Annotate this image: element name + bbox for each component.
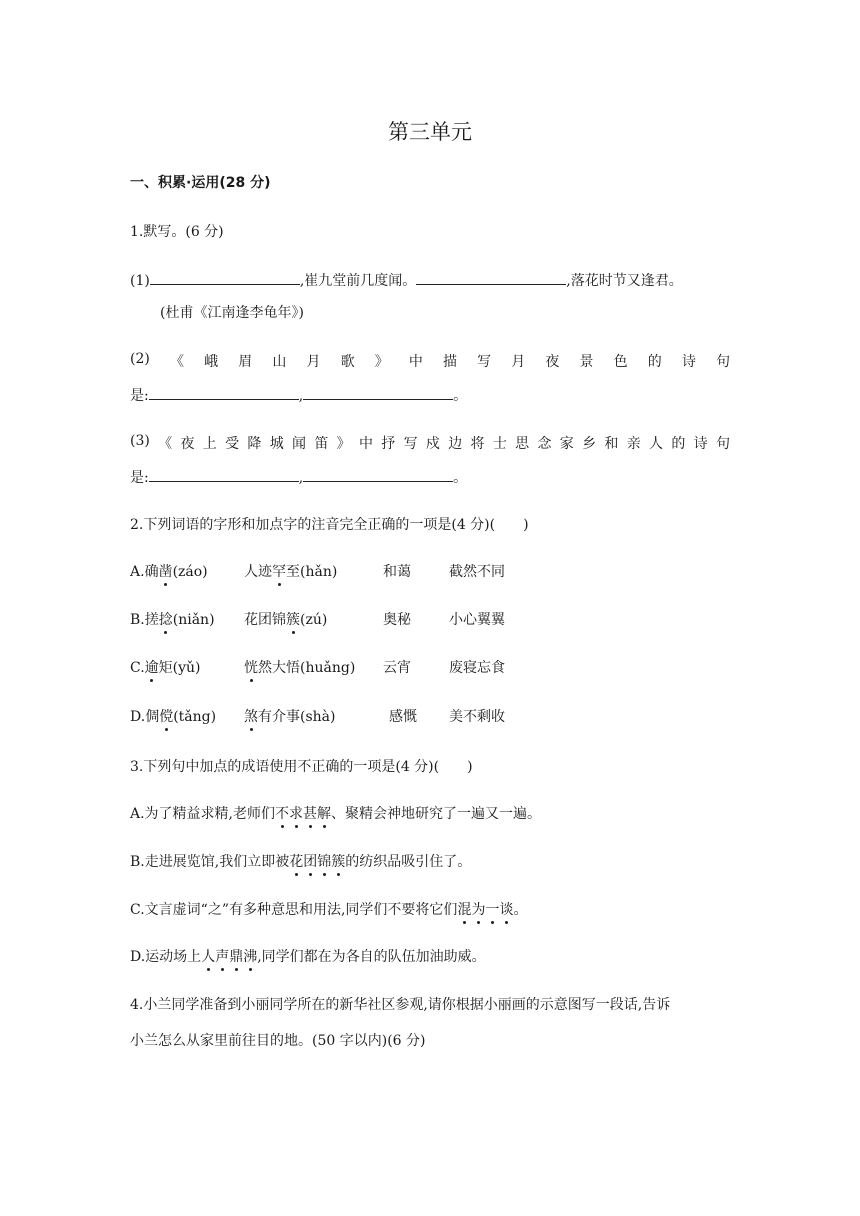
word-text: 然大悟 <box>258 660 300 676</box>
q1-part1 <box>130 269 683 290</box>
prompt-char: 景 <box>579 354 594 370</box>
prompt-char: 受 <box>225 436 240 452</box>
prompt-char: 夜 <box>180 436 195 452</box>
prompt-char: 诗 <box>693 436 708 452</box>
dotted-char: 不 <box>275 803 289 823</box>
q2-option-word1[interactable] <box>130 657 201 677</box>
prompt-char: 士 <box>492 436 507 452</box>
answer-blank[interactable] <box>303 384 453 400</box>
q2-option-word4 <box>449 657 505 677</box>
q1-part2-answer-line <box>130 384 467 405</box>
option-text: C.文言虚词“之”有多种意思和用法,同学们不要将它们 <box>130 902 458 918</box>
word-text: 至 <box>286 564 300 580</box>
prompt-char: 夜 <box>545 354 560 370</box>
section-heading: 一、积累·运用(28 分) <box>130 175 271 191</box>
dotted-char: 簇 <box>331 851 345 871</box>
pinyin: (shà) <box>300 709 336 725</box>
q2-option-word2 <box>244 561 337 581</box>
q4-stem-line2: 小兰怎么从家里前往目的地。(50 字以内)(6 分) <box>130 1033 426 1049</box>
q3-option-a[interactable] <box>130 803 541 823</box>
prompt-char: 城 <box>269 436 284 452</box>
word-text: 搓 <box>144 612 159 628</box>
pinyin: (zú) <box>300 612 328 628</box>
dotted-idiom <box>201 949 257 965</box>
prompt-char: 降 <box>247 436 262 452</box>
answer-blank[interactable] <box>303 466 453 482</box>
prompt-char: 《 <box>169 354 184 370</box>
page-title: 第三单元 <box>388 120 472 144</box>
q2-option-word4 <box>449 561 505 581</box>
word-text: 小心翼翼 <box>449 612 505 628</box>
dotted-char: 沸 <box>243 946 257 966</box>
q2-option-word2 <box>244 706 335 726</box>
word-text: 确 <box>144 564 159 580</box>
q3-option-b[interactable] <box>130 851 471 871</box>
answer-blank[interactable] <box>149 466 299 482</box>
answer-blank[interactable] <box>416 269 566 285</box>
prompt-char: 写 <box>477 354 492 370</box>
prompt-char: 》 <box>374 354 389 370</box>
prompt-char: 和 <box>604 436 619 452</box>
prompt-char: 乡 <box>582 436 597 452</box>
dotted-char: 声 <box>215 946 229 966</box>
prompt-char: 上 <box>202 436 217 452</box>
word-text: 感慨 <box>389 709 417 725</box>
answer-blank[interactable] <box>149 384 299 400</box>
prompt-char: (2) <box>130 351 150 367</box>
prompt-char: 句 <box>715 354 730 370</box>
prompt-char: 描 <box>442 354 457 370</box>
word-text: 有介事 <box>258 709 300 725</box>
q3-option-c[interactable] <box>130 899 527 919</box>
pinyin: (niǎn) <box>172 612 215 628</box>
pinyin: (huǎng) <box>300 660 356 676</box>
q3-stem: 3.下列句中加点的成语使用不正确的一项是(4 分)( ) <box>130 759 473 775</box>
q2-option-word2 <box>244 657 355 677</box>
prompt-char: 》 <box>336 436 351 452</box>
option-text: 。 <box>513 902 528 918</box>
word-text: 废寝忘食 <box>449 660 505 676</box>
prompt-char: 月 <box>511 354 526 370</box>
q1-part1-source: (杜甫《江南逢李龟年》) <box>160 305 304 321</box>
q1-part1-end: ,落花时节又逢君。 <box>566 273 683 289</box>
q2-option-word3 <box>383 561 411 581</box>
q2-option-word2 <box>244 609 327 629</box>
dotted-char: 锦 <box>317 851 331 871</box>
prompt-char: 笛 <box>314 436 329 452</box>
q2-option-word1[interactable] <box>130 706 216 726</box>
prompt-char: 歌 <box>340 354 355 370</box>
word-text: 和蔼 <box>383 564 411 580</box>
word-text: 截然不同 <box>449 564 505 580</box>
prompt-char: 的 <box>671 436 686 452</box>
dotted-char: 人 <box>201 946 215 966</box>
prompt-char: 将 <box>470 436 485 452</box>
q2-option-word3 <box>383 609 411 629</box>
prompt-char: 月 <box>306 354 321 370</box>
prompt-char: 句 <box>715 436 730 452</box>
pinyin: (hǎn) <box>300 564 338 580</box>
prompt-char: 山 <box>272 354 287 370</box>
prompt-char: 思 <box>515 436 530 452</box>
q2-stem: 2.下列词语的字形和加点字的注音完全正确的一项是(4 分)( ) <box>130 517 529 533</box>
prompt-char: 诗 <box>681 354 696 370</box>
q2-option-word3 <box>389 706 417 726</box>
prompt-char: 边 <box>448 436 463 452</box>
dotted-char: 煞 <box>244 706 258 726</box>
dotted-char: 谈 <box>499 899 513 919</box>
option-label: D. <box>130 709 146 725</box>
prompt-char: (3) <box>130 433 150 449</box>
word-text: 花团锦 <box>244 612 286 628</box>
q2-option-word4 <box>449 706 505 726</box>
dotted-char: 求 <box>289 803 303 823</box>
option-label: B. <box>130 612 145 628</box>
pinyin: (yǔ) <box>172 660 201 676</box>
dotted-char: 混 <box>457 899 471 919</box>
word-text: 人迹 <box>244 564 272 580</box>
comma: , <box>298 470 304 486</box>
dotted-char: 罕 <box>272 561 286 581</box>
word-text: 美不剩收 <box>449 709 505 725</box>
dotted-char: 傥 <box>159 706 173 726</box>
word-text: 倜 <box>145 709 160 725</box>
word-text: 奥秘 <box>383 612 411 628</box>
q1-part2-lead: 是: <box>130 388 149 404</box>
prompt-char: 中 <box>408 354 423 370</box>
q2-option-word1[interactable] <box>130 609 215 629</box>
dotted-idiom <box>289 854 345 870</box>
option-label: A. <box>130 564 145 580</box>
q1-stem: 1.默写。(6 分) <box>130 224 224 240</box>
dotted-char: 恍 <box>244 657 258 677</box>
q1-part2-prompt <box>130 351 730 371</box>
period: 。 <box>453 388 468 404</box>
q2-option-word1[interactable] <box>130 561 208 581</box>
option-text: 、聚精会神地研究了一遍又一遍。 <box>331 806 542 822</box>
dotted-char: 为 <box>471 899 485 919</box>
option-label: C. <box>130 660 145 676</box>
dotted-char: 逾 <box>145 657 159 677</box>
prompt-char: 色 <box>613 354 628 370</box>
option-text: D.运动场上 <box>130 949 202 965</box>
q3-option-d[interactable] <box>130 946 486 966</box>
prompt-char: 峨 <box>204 354 219 370</box>
prompt-char: 家 <box>559 436 574 452</box>
prompt-char: 亲 <box>626 436 641 452</box>
dotted-char: 一 <box>485 899 499 919</box>
q1-part3-answer-line <box>130 466 467 487</box>
prompt-char: 闻 <box>292 436 307 452</box>
dotted-char: 花 <box>289 851 303 871</box>
prompt-char: 人 <box>649 436 664 452</box>
prompt-char: 写 <box>403 436 418 452</box>
q1-part1-num: (1) <box>130 273 150 289</box>
option-text: A.为了精益求精,老师们 <box>130 806 276 822</box>
pinyin: (tǎng) <box>173 709 217 725</box>
dotted-idiom <box>275 806 331 822</box>
dotted-char: 鼎 <box>229 946 243 966</box>
prompt-char: 念 <box>537 436 552 452</box>
answer-blank[interactable] <box>150 269 300 285</box>
q2-option-word3 <box>383 657 411 677</box>
dotted-char: 捻 <box>159 609 173 629</box>
word-text: 云宵 <box>383 660 411 676</box>
q1-part3-lead: 是: <box>130 470 149 486</box>
period: 。 <box>453 470 468 486</box>
option-text: 的纺织品吸引住了。 <box>345 854 472 870</box>
q4-stem-line1: 4.小兰同学准备到小丽同学所在的新华社区参观,请你根据小丽画的示意图写一段话,告诉 <box>130 997 671 1013</box>
option-text: B.走进展览馆,我们立即被 <box>130 854 290 870</box>
q1-part1-mid: ,崔九堂前几度闻。 <box>299 273 417 289</box>
q2-option-word4 <box>449 609 505 629</box>
word-text: 矩 <box>158 660 173 676</box>
prompt-char: 的 <box>647 354 662 370</box>
option-text: ,同学们都在为各自的队伍加油助威。 <box>257 949 486 965</box>
pinyin: (záo) <box>172 564 208 580</box>
prompt-char: 戍 <box>425 436 440 452</box>
prompt-char: 《 <box>158 436 173 452</box>
prompt-char: 抒 <box>381 436 396 452</box>
dotted-idiom <box>457 902 513 918</box>
dotted-char: 凿 <box>159 561 173 581</box>
dotted-char: 解 <box>317 803 331 823</box>
comma: , <box>298 388 304 404</box>
dotted-char: 团 <box>303 851 317 871</box>
prompt-char: 中 <box>358 436 373 452</box>
q1-part3-prompt <box>130 433 730 453</box>
dotted-char: 甚 <box>303 803 317 823</box>
dotted-char: 簇 <box>286 609 300 629</box>
prompt-char: 眉 <box>238 354 253 370</box>
